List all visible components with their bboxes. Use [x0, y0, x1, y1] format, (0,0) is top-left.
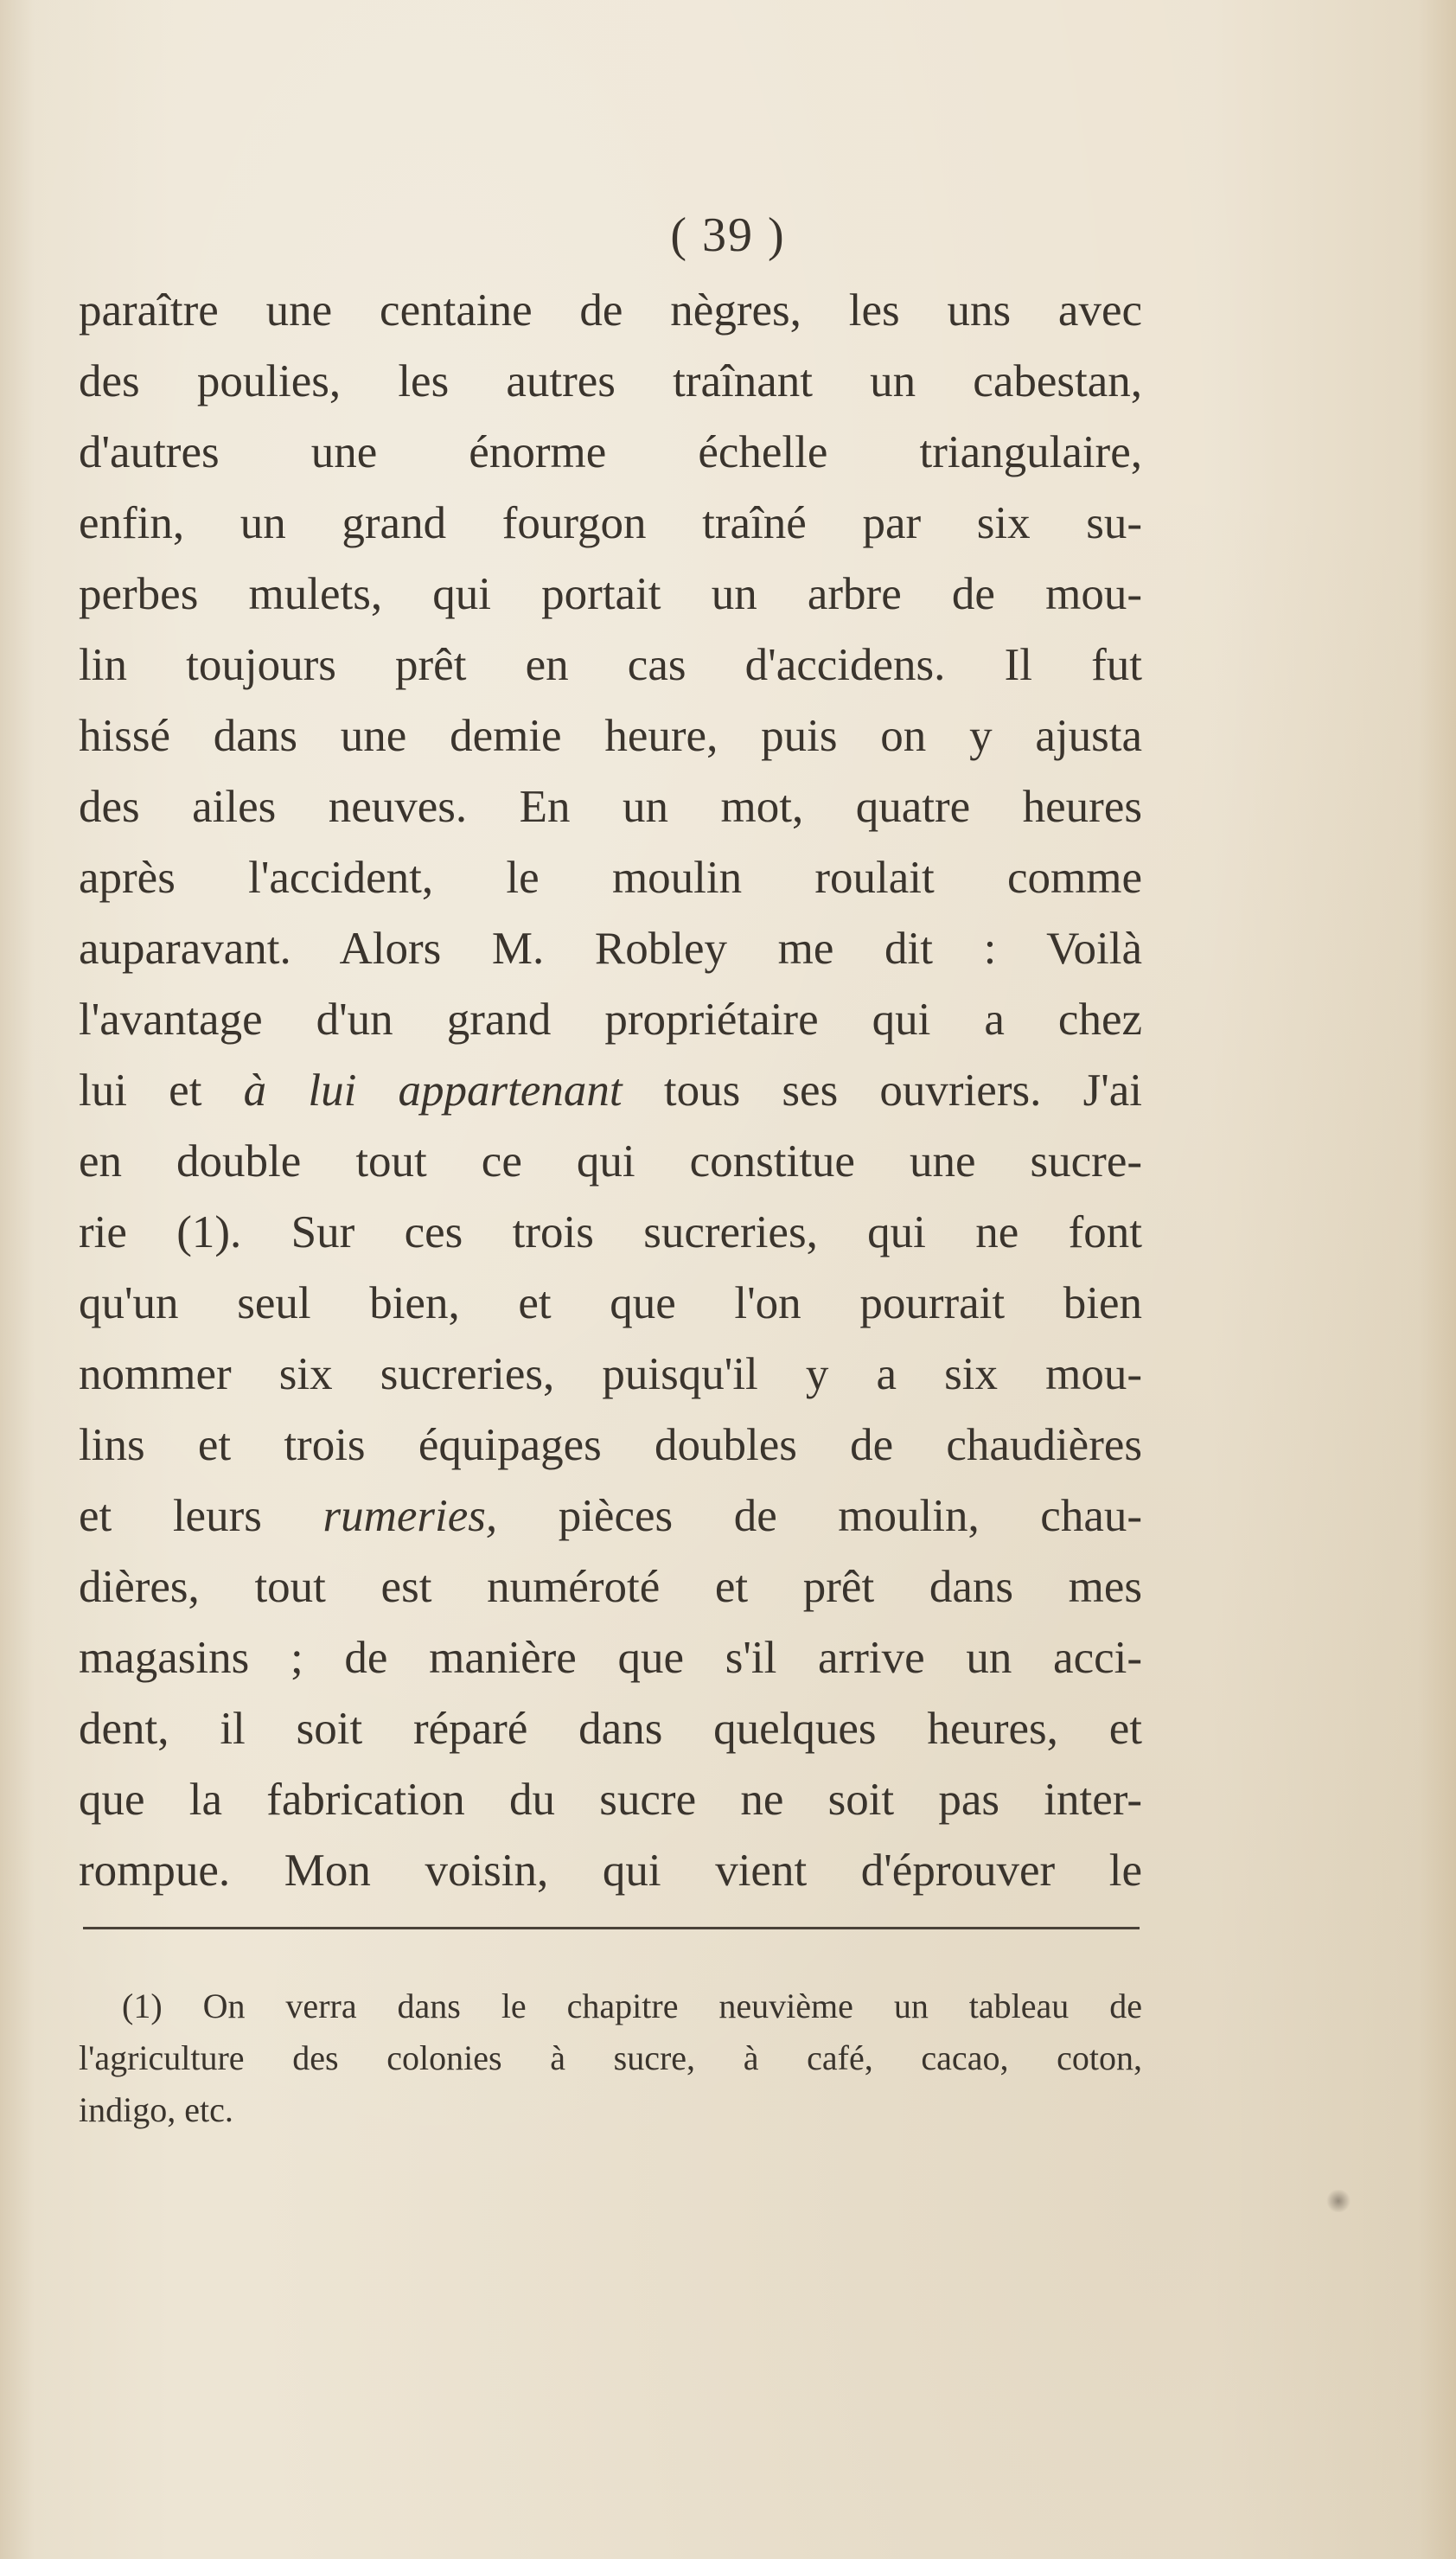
footnote: [79, 1980, 1142, 2136]
text-line: d'autres une énorme échelle triangulaire,: [79, 427, 1142, 477]
italic-phrase: à lui appartenant: [243, 1065, 623, 1116]
page-number: ( 39 ): [670, 208, 786, 262]
text-line: l'avantage d'un grand propriétaire qui a chez: [79, 995, 1142, 1045]
footnote-divider: [83, 1927, 1140, 1929]
text-line: que la fabrication du sucre ne soit pas inter-: [79, 1775, 1142, 1825]
text-line: auparavant. Alors M. Robley me dit : Voilà: [79, 924, 1142, 974]
main-text: [79, 275, 1142, 1906]
text-line: enfin, un grand fourgon traîné par six su-: [79, 498, 1142, 548]
text-line: hissé dans une demie heure, puis on y ajusta: [79, 711, 1142, 761]
text-line: des poulies, les autres traînant un cabestan,: [79, 356, 1142, 406]
footnote-line: indigo, etc.: [79, 2090, 233, 2129]
text-line: rie (1). Sur ces trois sucreries, qui ne font: [79, 1207, 1142, 1257]
text-line: perbes mulets, qui portait un arbre de mou-: [79, 569, 1142, 619]
text-line: dent, il soit réparé dans quelques heures, et: [79, 1704, 1142, 1754]
text-line: des ailes neuves. En un mot, quatre heures: [79, 782, 1142, 832]
text-line: magasins ; de manière que s'il arrive un acci-: [79, 1633, 1142, 1683]
text-line: lins et trois équipages doubles de chaudières: [79, 1420, 1142, 1470]
text-line: nommer six sucreries, puisqu'il y a six mou-: [79, 1349, 1142, 1399]
text-line: et leurs rumeries, pièces de moulin, chau-: [79, 1491, 1142, 1541]
footnote-line: l'agriculture des colonies à sucre, à café, cacao, coton,: [79, 2038, 1142, 2077]
italic-phrase: rumeries,: [322, 1491, 498, 1541]
text-line: lin toujours prêt en cas d'accidens. Il fut: [79, 640, 1142, 690]
text-line: après l'accident, le moulin roulait comme: [79, 853, 1142, 903]
text-line: dières, tout est numéroté et prêt dans mes: [79, 1562, 1142, 1612]
footnote-line: (1) On verra dans le chapitre neuvième un tableau de: [122, 1986, 1142, 2025]
paper-stain: [1325, 2190, 1351, 2212]
text-line: lui et à lui appartenant tous ses ouvriers. J'ai: [79, 1065, 1142, 1116]
text-line: rompue. Mon voisin, qui vient d'éprouver le: [79, 1846, 1142, 1896]
text-line: en double tout ce qui constitue une sucre-: [79, 1136, 1142, 1187]
text-line: qu'un seul bien, et que l'on pourrait bien: [79, 1278, 1142, 1328]
text-line: paraître une centaine de nègres, les uns avec: [79, 285, 1142, 336]
